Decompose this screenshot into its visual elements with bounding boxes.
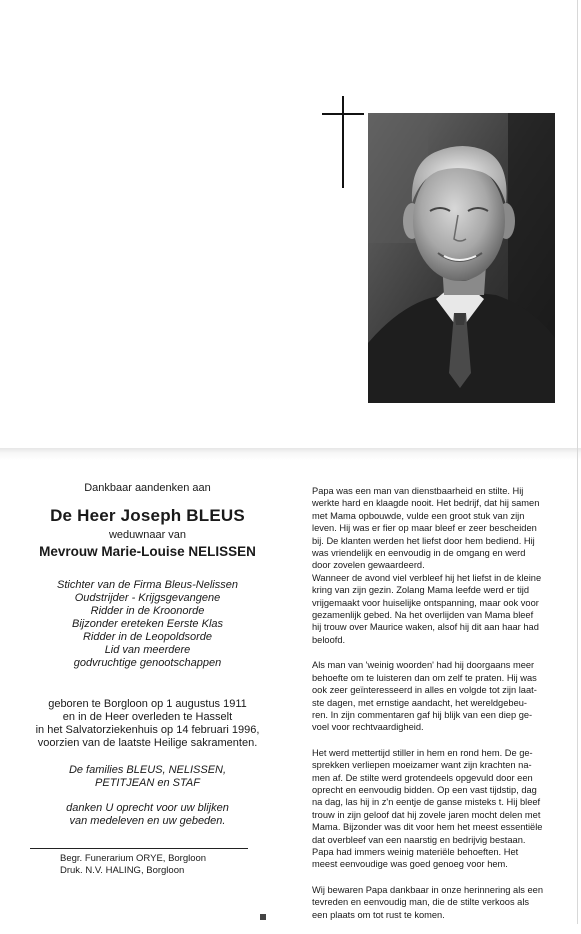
text-line: een plaats om tot rust te komen.	[312, 909, 445, 920]
family-line: PETITJEAN en STAF	[95, 777, 200, 789]
text-line: met Mama opbouwde, vulde een groot stuk van zijn	[312, 510, 525, 521]
text-line: werkte hard en klaagde nooit. Het bedrijf, dat hij samen	[312, 498, 540, 509]
birth-death-details	[20, 698, 275, 750]
card-front	[0, 0, 581, 448]
text-line: door zovelen gewaardeerd.	[312, 560, 425, 571]
families-list	[20, 764, 275, 790]
bio-line: voorzien van de laatste Heilige sakramenten.	[37, 737, 258, 749]
thanks-line: van medeleven en uw gebeden.	[69, 815, 226, 827]
text-line: Papa had immers weinig materiële behoeften. Het	[312, 846, 519, 857]
text-line: Het werd mettertijd stiller in hem en rond hem. De ge-	[312, 747, 533, 758]
bio-line: geboren te Borgloon op 1 augustus 1911	[48, 698, 247, 710]
text-line: na dag, las hij in z'n eentje de ganse misteks t. Hij bleef	[312, 797, 541, 808]
text-line: beloofd.	[312, 634, 346, 645]
cross-vertical	[342, 96, 344, 188]
intro-line: Dankbaar aandenken aan	[84, 482, 211, 494]
memorial-paragraph	[312, 747, 557, 871]
scan-mark	[260, 914, 266, 920]
title-line: Stichter van de Firma Bleus-Nelissen	[57, 579, 238, 591]
text-line: ste dagen, met ernstige aandacht, het wereldgebeu-	[312, 697, 528, 708]
memorial-text	[312, 485, 557, 934]
text-line: behoefte om te luisteren dan om zelf te praten. Hij was	[312, 672, 537, 683]
bio-line: in het Salvatorziekenhuis op 14 februari 1996,	[35, 724, 260, 736]
text-line: Wij bewaren Papa dankbaar in onze herinnering als een	[312, 884, 544, 895]
text-line: ook zeer geïnteresseerd in alles en volgde tot zijn laat-	[312, 685, 537, 696]
text-line: Wanneer de avond viel verbleef hij het liefst in de kleine	[312, 572, 542, 583]
printer-divider	[30, 848, 248, 849]
printer-credits	[60, 853, 250, 877]
title-line: godvruchtige genootschappen	[73, 657, 222, 669]
thanks-message	[20, 802, 275, 828]
text-line: kring van zijn gezin. Zolang Mama leefde werd er tijd	[312, 585, 530, 596]
text-line: men af. De stilte werd grotendeels opgevuld door een	[312, 772, 533, 783]
title-line: Bijzonder ereteken Eerste Klas	[71, 618, 224, 630]
text-line: voel voor rechtvaardigheid.	[312, 722, 424, 733]
honorary-titles	[20, 579, 275, 670]
deceased-name: De Heer Joseph BLEUS	[50, 506, 245, 525]
text-line: hij trouw over Maurice waken, alsof hij dit aan haar had	[312, 622, 539, 633]
text-line: bij. De klanten werden het liefst door hem bediend. Hij	[312, 535, 535, 546]
card-fold	[0, 448, 581, 460]
text-line: leven. Hij was er fier op maar bleef er zeer bescheiden	[312, 523, 537, 534]
text-line: meest eenvoudige was goed genoeg voor hem.	[312, 859, 508, 870]
printer-line: Druk. N.V. HALING, Borgloon	[60, 865, 185, 876]
cross-horizontal	[322, 113, 364, 115]
text-line: trouw in zijn geloof dat hij zovele jaren mocht delen met	[312, 809, 541, 820]
text-line: Als man van 'weinig woorden' had hij doorgaans meer	[312, 660, 535, 671]
text-line: vrijgemaakt voor huiselijke ontspanning, maar ook voor	[312, 597, 539, 608]
text-line: ren. In zijn commentaren gaf hij blijk van een diep ge-	[312, 709, 533, 720]
title-line: Ridder in de Kroonorde	[90, 605, 205, 617]
memorial-paragraph	[312, 659, 557, 733]
memorial-paragraph	[312, 485, 557, 646]
text-line: dat overbleef van een naarstig en bedrijvig bestaan.	[312, 834, 526, 845]
widow-of-line: weduwnaar van	[108, 529, 187, 541]
portrait-illustration	[368, 113, 555, 403]
title-line: Ridder in de Leopoldsorde	[82, 631, 213, 643]
title-line: Oudstrijder - Krijgsgevangene	[74, 592, 221, 604]
text-line: tevreden en eenvoudig man, die de stilte verkoos als	[312, 897, 530, 908]
bio-line: en in de Heer overleden te Hasselt	[62, 711, 233, 723]
text-line: sprekken verliepen moeizamer want zijn krachten na-	[312, 760, 532, 771]
portrait-photo	[368, 113, 555, 403]
spouse-name: Mevrouw Marie-Louise NELISSEN	[39, 544, 256, 559]
thanks-line: danken U oprecht voor uw blijken	[66, 802, 229, 814]
text-line: gezamenlijk gebed. Na het overlijden van Mama bleef	[312, 610, 534, 621]
text-line: Mama. Bijzonder was dit voor hem het meest essentiële	[312, 822, 543, 833]
title-line: Lid van meerdere	[104, 644, 191, 656]
text-line: was vriendelijk en eenvoudig in de omgang en werd	[312, 548, 526, 559]
card-edge	[577, 0, 578, 924]
memorial-paragraph	[312, 884, 557, 921]
family-line: De families BLEUS, NELISSEN,	[68, 764, 227, 776]
text-line: oprecht en eenvoudig bidden. Op een vast tijdstip, dag	[312, 784, 537, 795]
printer-line: Begr. Funerarium ORYE, Borgloon	[60, 853, 207, 864]
text-line: Papa was een man van dienstbaarheid en stilte. Hij	[312, 486, 524, 496]
